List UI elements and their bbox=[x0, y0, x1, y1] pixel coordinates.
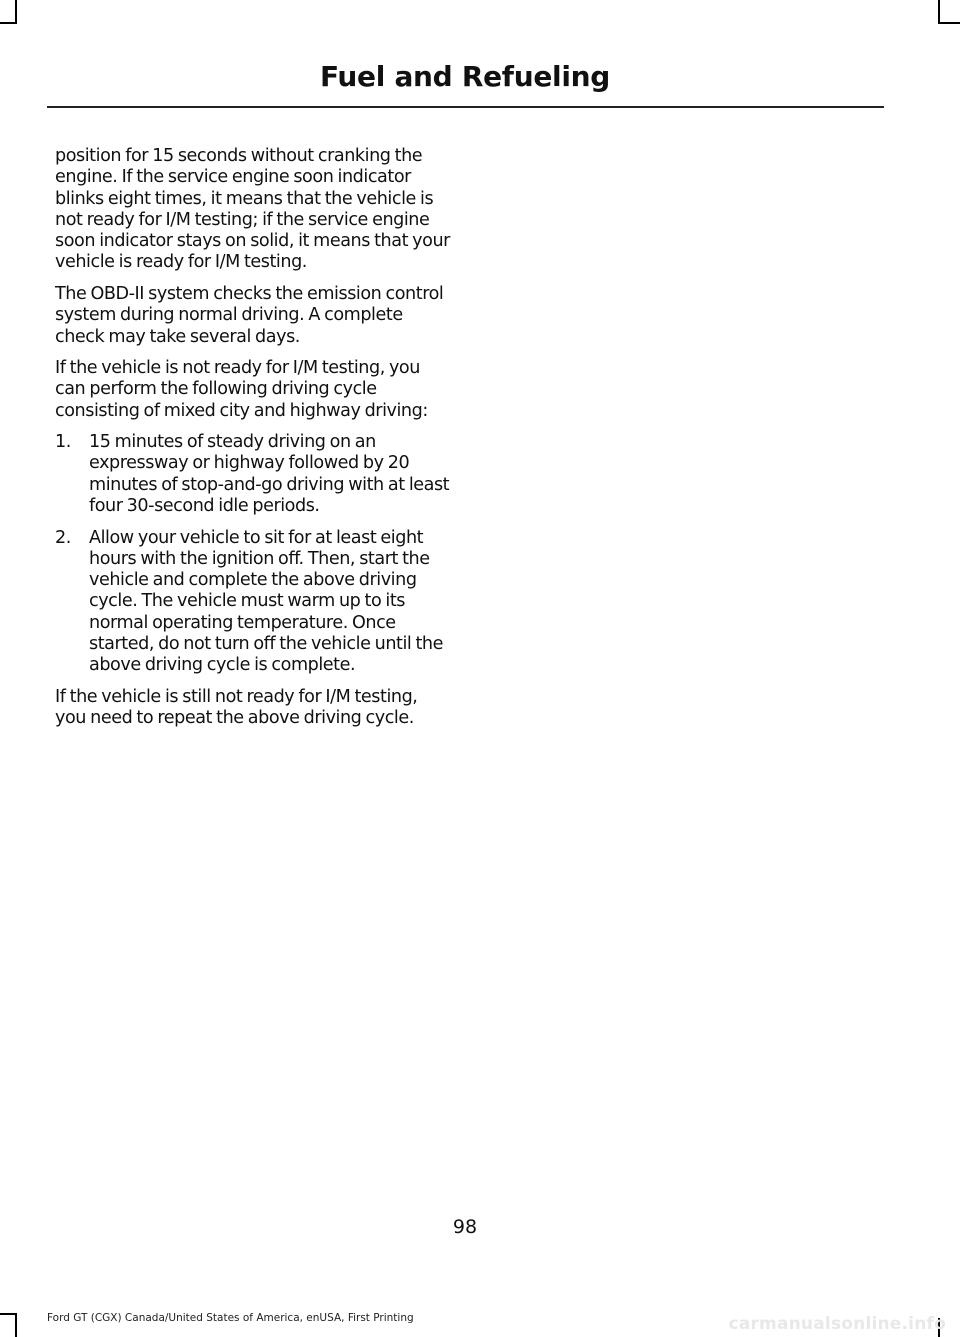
list-item bbox=[55, 432, 450, 517]
step-text: 15 minutes of steady driving on an expressway or highway followed by 20 minutes of stop-and-go driving with at least four 30-second idle periods. bbox=[89, 432, 450, 517]
crop-mark-top-left-vertical bbox=[15, 0, 17, 24]
crop-mark-top-right-vertical bbox=[938, 0, 940, 24]
crop-mark-top-right-horizontal bbox=[938, 22, 960, 24]
crop-mark-bottom-left-vertical bbox=[15, 1313, 17, 1337]
page-number: 98 bbox=[452, 1216, 478, 1238]
list-item bbox=[55, 528, 450, 677]
crop-mark-bottom-left-horizontal bbox=[0, 1313, 17, 1315]
step-number: 2. bbox=[55, 527, 71, 548]
watermark: carmanualsonline.info bbox=[728, 1314, 946, 1334]
paragraph-driving-cycle-intro: If the vehicle is not ready for I/M testing, you can perform the following driving cycle consisting of mixed city and highway driving: bbox=[55, 358, 428, 421]
driving-cycle-steps bbox=[55, 432, 450, 676]
crop-mark-top-left-horizontal bbox=[0, 22, 17, 24]
edition-footer: Ford GT (CGX) Canada/United States of America, enUSA, First Printing bbox=[47, 1312, 414, 1324]
step-number: 1. bbox=[55, 432, 71, 453]
section-title: Fuel and Refueling bbox=[319, 60, 610, 93]
header-rule bbox=[47, 106, 884, 108]
paragraph-continuation: position for 15 seconds without cranking the engine. If the service engine soon indicator blinks eight times, it means that the vehicle is not ready for I/M testing; if the service engine soon indicator stays on solid, it means that your vehicle is ready for I/M testing. bbox=[55, 146, 450, 273]
paragraph-obd-ii: The OBD-II system checks the emission control system during normal driving. A complete check may take several days. bbox=[55, 283, 444, 347]
paragraph-repeat: If the vehicle is still not ready for I/M testing, you need to repeat the above driving cycle. bbox=[55, 686, 418, 729]
body-column bbox=[55, 146, 450, 740]
step-text: Allow your vehicle to sit for at least eight hours with the ignition off. Then, start the vehicle and complete the above driving cycle. The vehicle must warm up to its normal operating temperature. Once started, do not turn off the vehicle until the above driving cycle is complete. bbox=[89, 527, 444, 676]
